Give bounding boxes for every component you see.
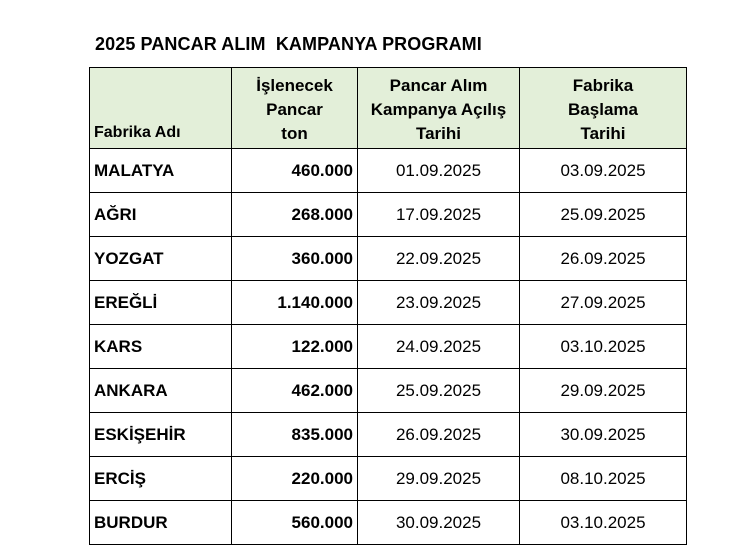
campaign-open-date-cell: 22.09.2025 <box>358 237 520 281</box>
factory-name-cell: AĞRI <box>90 193 232 237</box>
table-header-row <box>90 68 687 149</box>
table-row <box>90 369 687 413</box>
header-tons-line: İşlenecek <box>256 76 333 95</box>
campaign-open-date-cell: 23.09.2025 <box>358 281 520 325</box>
factory-start-date-cell: 25.09.2025 <box>520 193 687 237</box>
tons-cell: 122.000 <box>232 325 358 369</box>
header-start-line: Fabrika <box>572 76 634 95</box>
header-start-line: Tarihi <box>580 124 626 143</box>
header-tons-line: Pancar <box>266 100 323 119</box>
tons-cell: 462.000 <box>232 369 358 413</box>
document-title: 2025 PANCAR ALIM KAMPANYA PROGRAMI <box>95 34 482 54</box>
table-row <box>90 193 687 237</box>
tons-cell: 1.140.000 <box>232 281 358 325</box>
table-row <box>90 325 687 369</box>
header-start-line: Başlama <box>568 100 638 119</box>
factory-name-cell: BURDUR <box>90 501 232 545</box>
factory-name-cell: ANKARA <box>90 369 232 413</box>
tons-cell: 220.000 <box>232 457 358 501</box>
factory-name-cell: ESKİŞEHİR <box>90 413 232 457</box>
factory-start-date-cell: 03.09.2025 <box>520 149 687 193</box>
header-campaign-open-date <box>358 68 520 149</box>
campaign-open-date-cell: 30.09.2025 <box>358 501 520 545</box>
header-campaign-line: Kampanya Açılış <box>370 100 507 119</box>
table-row <box>90 501 687 545</box>
factory-name-cell: ERCİŞ <box>90 457 232 501</box>
header-campaign-line: Pancar Alım <box>389 76 488 95</box>
factory-start-date-cell: 30.09.2025 <box>520 413 687 457</box>
campaign-open-date-cell: 01.09.2025 <box>358 149 520 193</box>
campaign-open-date-cell: 24.09.2025 <box>358 325 520 369</box>
campaign-open-date-cell: 26.09.2025 <box>358 413 520 457</box>
tons-cell: 835.000 <box>232 413 358 457</box>
header-factory-start-date <box>520 68 687 149</box>
factory-start-date-cell: 08.10.2025 <box>520 457 687 501</box>
tons-cell: 268.000 <box>232 193 358 237</box>
campaign-open-date-cell: 17.09.2025 <box>358 193 520 237</box>
header-factory-name <box>90 68 232 149</box>
header-campaign-line: Tarihi <box>415 124 462 143</box>
header-tons-line: ton <box>281 124 308 143</box>
factory-name-cell: KARS <box>90 325 232 369</box>
factory-name-cell: YOZGAT <box>90 237 232 281</box>
table-row <box>90 149 687 193</box>
table-row <box>90 457 687 501</box>
factory-start-date-cell: 03.10.2025 <box>520 325 687 369</box>
tons-cell: 560.000 <box>232 501 358 545</box>
table-row <box>90 413 687 457</box>
header-processed-tons <box>232 68 358 149</box>
factory-start-date-cell: 03.10.2025 <box>520 501 687 545</box>
campaign-table <box>89 67 687 545</box>
tons-cell: 360.000 <box>232 237 358 281</box>
factory-start-date-cell: 29.09.2025 <box>520 369 687 413</box>
table-row <box>90 281 687 325</box>
factory-start-date-cell: 27.09.2025 <box>520 281 687 325</box>
tons-cell: 460.000 <box>232 149 358 193</box>
factory-name-cell: EREĞLİ <box>90 281 232 325</box>
header-factory-label: Fabrika Adı <box>94 124 181 141</box>
campaign-open-date-cell: 29.09.2025 <box>358 457 520 501</box>
campaign-open-date-cell: 25.09.2025 <box>358 369 520 413</box>
factory-start-date-cell: 26.09.2025 <box>520 237 687 281</box>
factory-name-cell: MALATYA <box>90 149 232 193</box>
table-row <box>90 237 687 281</box>
